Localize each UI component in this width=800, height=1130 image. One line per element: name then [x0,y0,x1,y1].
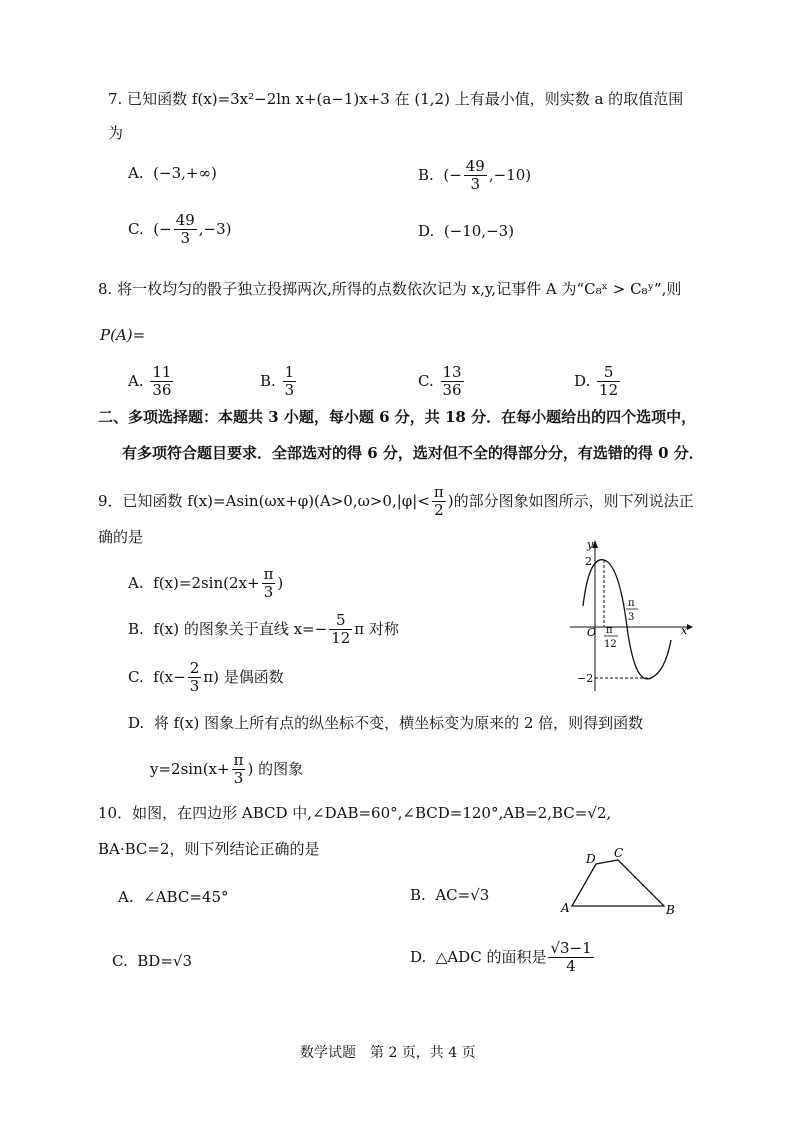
q10-option-c [112,954,192,969]
option-label: C. [112,952,128,970]
q7-stem-cont: 为 [108,124,124,142]
option-text: ) [277,573,284,592]
option-text: f(x− [153,667,186,686]
page-footer: 数学试题 第 2 页，共 4 页 [300,1045,476,1061]
y-axis-label: y [587,538,594,551]
denominator: 3 [263,583,274,602]
option-label: C. [418,371,434,390]
denominator: 36 [152,381,172,400]
option-text: f(x)=2sin(2x+ [153,573,260,592]
q9-stem [98,484,694,520]
fraction [262,566,276,602]
tick-pi-3-num: π [628,598,635,609]
denominator: 36 [442,381,462,400]
option-text: (− [153,219,172,238]
vertex-c-label: C [614,846,624,860]
q8-option-a [128,364,175,400]
q8-option-d [574,364,622,400]
q9-option-d-cont [150,752,303,788]
numerator: π [433,483,444,501]
numerator: π [233,751,244,769]
fraction [464,158,487,194]
option-text: ,−3) [198,219,232,238]
denominator: 3 [233,769,244,788]
option-text: ,−10) [488,165,532,184]
numerator: 13 [442,363,462,381]
x-axis-label: x [681,624,688,637]
numerator: 5 [597,364,620,382]
fraction [188,660,202,696]
fraction [597,364,620,400]
fraction [329,612,352,648]
option-label: D. [418,222,435,240]
q9-option-d [128,716,643,731]
option-label: C. [128,667,144,686]
option-label: D. [410,947,427,966]
denominator: 12 [599,381,619,400]
denominator: 2 [434,501,444,520]
option-label: D. [128,714,145,732]
q7-stem: 7. 已知函数 f(x)=3x²−2ln x+(a−1)x+3 在 (1,2) 上有最小值，则实数 a 的取值范围 [108,90,684,108]
numerator: 49 [465,157,485,175]
fraction [548,940,593,976]
numerator: 1 [284,363,295,381]
fraction [283,364,297,400]
q10-stem-cont: BA·BC=2，则下列结论正确的是 [98,840,320,858]
y-max-label: 2 [585,555,592,568]
option-text: 将 f(x) 图象上所有点的纵坐标不变，横坐标变为原来的 2 倍，则得到函数 [153,714,644,732]
vertex-b-label: B [666,903,675,917]
option-label: A. [118,888,134,906]
fraction [441,364,464,400]
option-text: ) 的图象 [247,759,304,778]
q7-option-b [418,158,531,194]
option-label: A. [128,164,144,182]
fraction [232,752,246,788]
option-label: A. [128,573,144,592]
q8-stem: 8. 将一枚均匀的骰子独立投掷两次,所得的点数依次记为 x,y,记事件 A 为“C₈ˣ > C₈ʸ”,则 [98,280,682,298]
quadrilateral-abcd [572,860,664,906]
stem-text: 9．已知函数 f(x)=Asin(ωx+φ)(A>0,ω>0,|φ|< [98,491,430,510]
numerator: 2 [189,659,200,677]
q10-stem: 10．如图，在四边形 ABCD 中,∠DAB=60°,∠BCD=120°,AB=2,BC=√2, [98,804,612,822]
option-text: π 对称 [354,619,399,638]
q9-sine-graph [565,536,695,696]
option-label: D. [574,371,591,390]
option-label: C. [128,219,144,238]
denominator: 4 [566,957,576,976]
option-label: A. [128,371,144,390]
option-text: y=2sin(x+ [150,759,230,778]
denominator: 3 [470,175,481,194]
numerator: 49 [175,211,195,229]
option-text: △ADC 的面积是 [435,947,547,966]
q7-option-a [128,166,217,181]
section-instructions: 有多项符合题目要求．全部选对的得 6 分，选对但不全的得部分分，有选错的得 0 分． [122,444,704,462]
option-text: AC=√3 [435,886,490,904]
q9-stem-cont: 确的是 [98,528,144,546]
option-label: B. [418,165,434,184]
q8-option-c [418,364,466,400]
denominator: 3 [180,229,190,248]
option-text: π) 是偶函数 [203,667,284,686]
q8-option-b [260,364,298,400]
denominator: 3 [284,381,295,400]
numerator: π [263,565,274,583]
q7-option-d [418,224,514,239]
option-text: (− [443,165,462,184]
y-min-label: −2 [577,672,594,685]
tick-pi-3-den: 3 [628,612,635,623]
q10-option-d [410,940,596,976]
option-text: ∠ABC=45° [143,888,229,906]
q10-quadrilateral-figure [556,842,686,922]
tick-pi-12-num: π [606,625,613,636]
stem-text: )的部分图象如图所示，则下列说法正 [447,491,694,510]
numerator: 11 [152,363,172,381]
q8-stem-cont: P(A)= [100,326,146,344]
tick-pi-12-den: 12 [604,639,617,650]
fraction [174,212,197,248]
q9-option-c [128,660,284,696]
option-text: (−3,+∞) [153,164,217,182]
vertex-a-label: A [561,901,570,915]
q7-option-c [128,212,232,248]
origin-label: O [587,626,597,639]
denominator: 12 [331,629,351,648]
q10-option-a [118,890,229,905]
option-label: B. [410,886,426,904]
option-label: B. [128,619,144,638]
option-text: (−10,−3) [443,222,515,240]
q9-option-b [128,612,399,648]
fraction [150,364,173,400]
sine-curve [583,560,671,679]
option-text: BD=√3 [137,952,192,970]
fraction [432,484,446,520]
vertex-d-label: D [586,852,596,866]
denominator: 3 [189,677,200,696]
option-text: f(x) 的图象关于直线 x=− [153,619,328,638]
q10-option-b [410,888,489,903]
numerator: 5 [329,612,352,630]
q9-option-a [128,566,283,602]
x-axis-arrow [687,624,693,630]
option-label: B. [260,371,276,390]
section-heading: 二、多项选择题：本题共 3 小题，每小题 6 分，共 18 分．在每小题给出的四个选项中， [98,408,697,426]
numerator: √3−1 [550,939,592,957]
